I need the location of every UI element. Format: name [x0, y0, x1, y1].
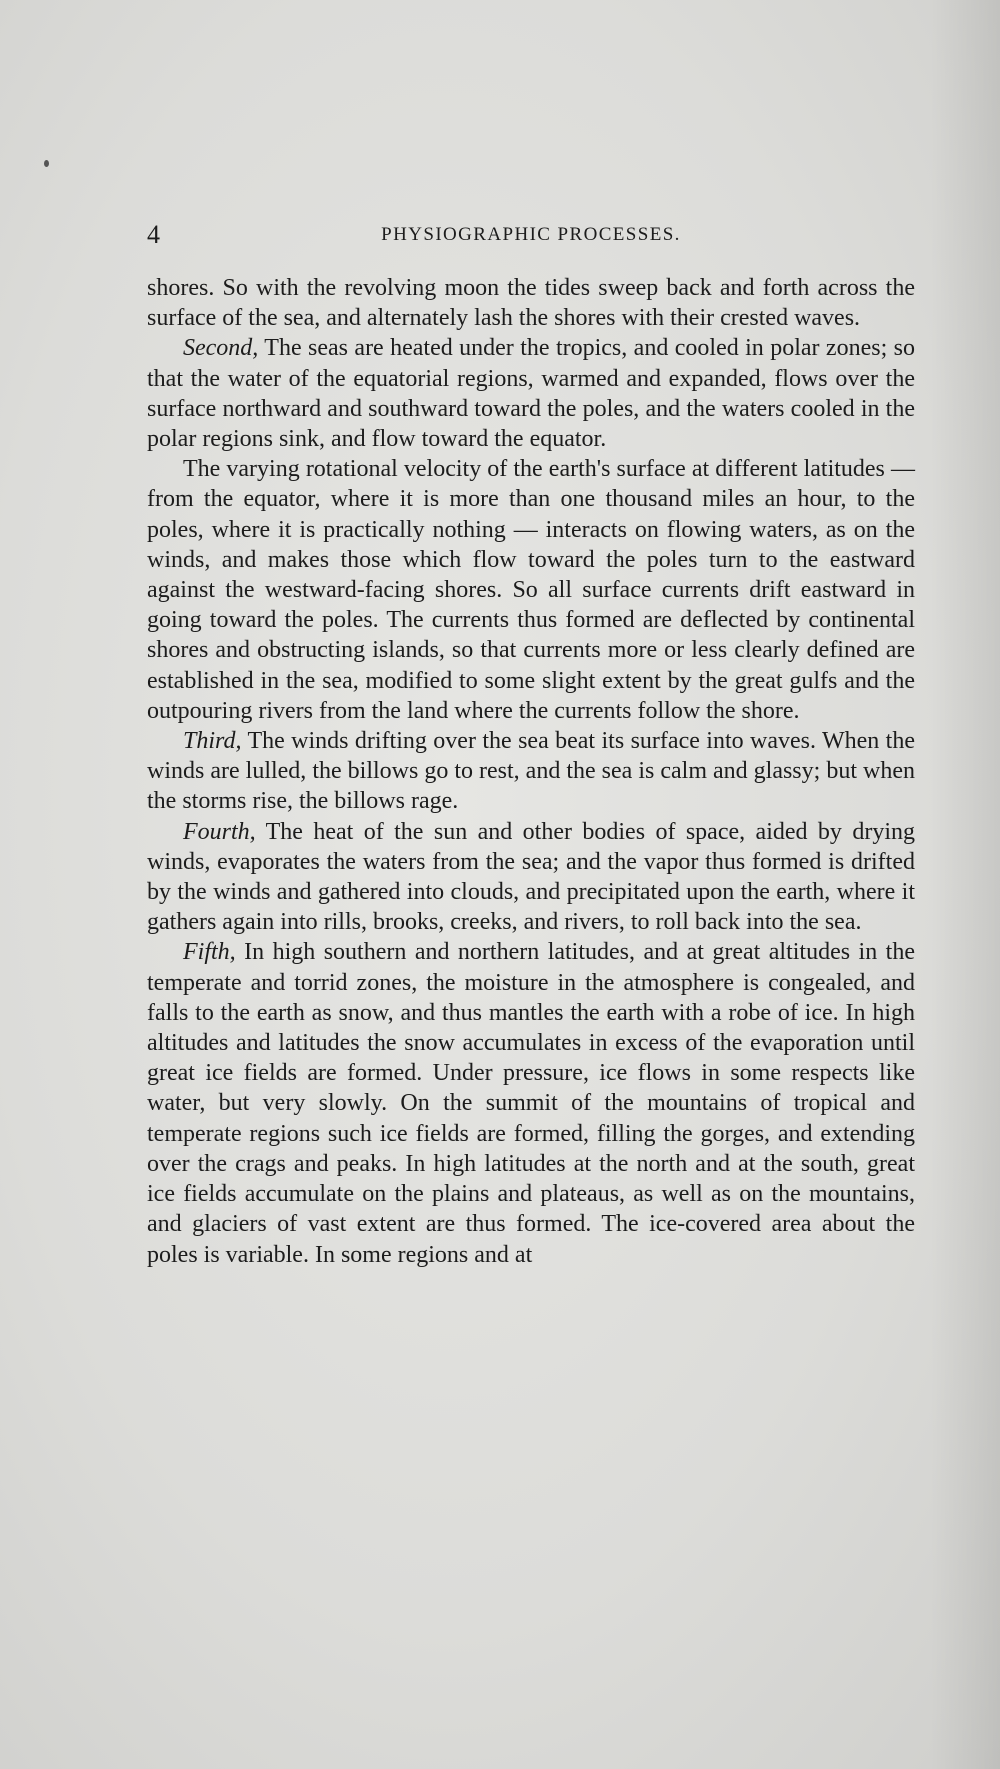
ink-speck	[44, 160, 49, 167]
paragraph-lead: Second,	[183, 335, 259, 362]
paragraph-text: The winds drifting over the sea beat its surface into waves. When the winds are lulled, the billows go to rest, and the sea is calm and glassy; but when the storms rise, the billows rage.	[147, 728, 915, 815]
paragraph-rotational-velocity	[147, 454, 915, 726]
paragraph-text: The seas are heated under the tropics, and cooled in polar zones; so that the water of the equatorial regions, warmed and expanded, flows over the surface northward and southward toward the poles, and the waters cooled in the polar regions sink, and flow toward the equator.	[147, 335, 915, 453]
running-head-title: PHYSIOGRAPHIC PROCESSES.	[381, 224, 681, 245]
paragraph-continuation	[147, 273, 915, 333]
paragraph-fifth	[147, 937, 915, 1269]
paragraph-third	[147, 726, 915, 817]
running-head	[147, 218, 915, 252]
paragraph-text: The varying rotational velocity of the earth's surface at different latitudes — from the equator, where it is more than one thousand miles an hour, to the poles, where it is practically nothing — interacts on flowing waters, as on the winds, and makes those which flow toward the poles turn to the eastward against the westward-facing shores. So all surface currents drift eastward in going toward the poles. The currents thus formed are deflected by continental shores and obstructing islands, so that currents more or less clearly defined are established in the sea, modified to some slight extent by the great gulfs and the outpouring rivers from the land where the currents follow the shore.	[147, 456, 915, 724]
page-number: 4	[147, 220, 160, 249]
paragraph-second	[147, 333, 915, 454]
page-edge-shadow	[930, 0, 1000, 1769]
paragraph-text: In high southern and northern latitudes, and at great altitudes in the temperate and torrid zones, the moisture in the atmosphere is congealed, and falls to the earth as snow, and thus mantles the earth with a robe of ice. In high altitudes and latitudes the snow accumulates in excess of the evaporation until great ice fields are formed. Under pressure, ice flows in some respects like water, but very slowly. On the summit of the mountains of tropical and temperate regions such ice fields are formed, filling the gorges, and extending over the crags and peaks. In high latitudes at the north and at the south, great ice fields accumulate on the plains and plateaus, as well as on the mountains, and glaciers of vast extent are thus formed. The ice-covered area about the poles is variable. In some regions and at	[147, 939, 915, 1268]
paragraph-lead: Fifth,	[183, 939, 236, 966]
paragraph-text: The heat of the sun and other bodies of space, aided by drying winds, evaporates the waters from the sea; and the vapor thus formed is drifted by the winds and gathered into clouds, and precipitated upon the earth, where it gathers again into rills, brooks, creeks, and rivers, to roll back into the sea.	[147, 818, 915, 936]
paragraph-fourth	[147, 817, 915, 938]
paragraph-text: shores. So with the revolving moon the tides sweep back and forth across the surface of the sea, and alternately lash the shores with their crested waves.	[147, 275, 915, 332]
body-text	[147, 273, 915, 1270]
paragraph-lead: Fourth,	[183, 818, 256, 845]
paragraph-lead: Third,	[183, 728, 242, 755]
